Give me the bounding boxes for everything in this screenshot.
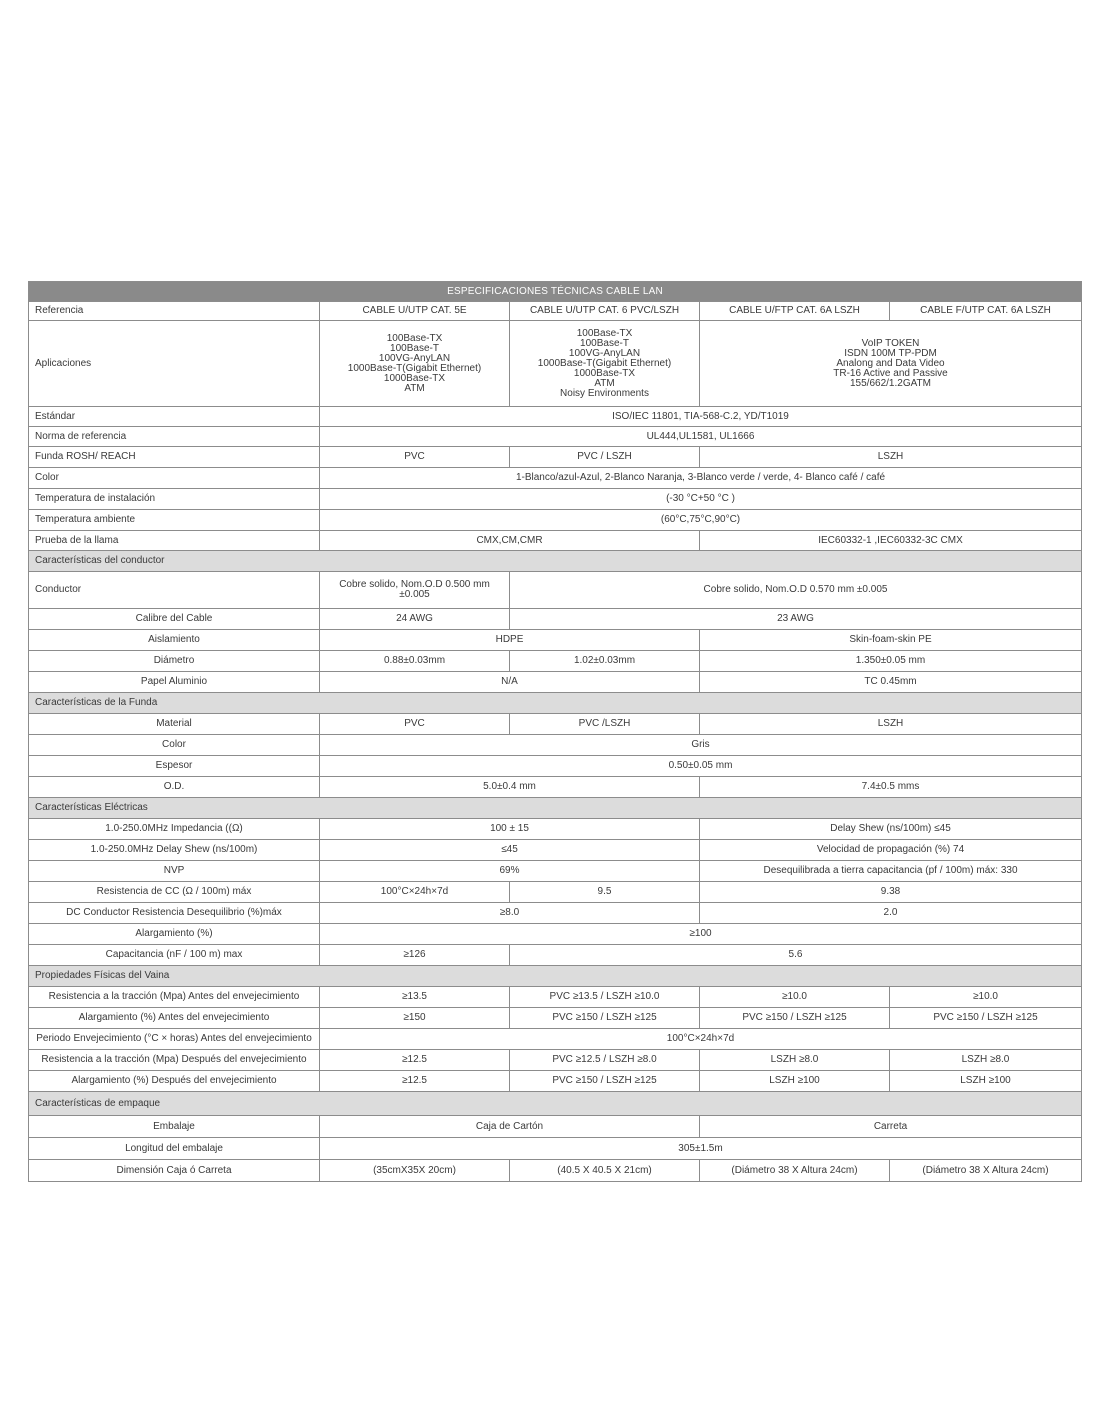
spec-cell: 9.38 xyxy=(700,882,1082,903)
row-label: Estándar xyxy=(29,407,320,427)
spec-cell: PVC ≥13.5 / LSZH ≥10.0 xyxy=(510,987,700,1008)
table-row xyxy=(29,1116,1082,1138)
table-row xyxy=(29,924,1082,945)
spec-sheet xyxy=(28,281,1081,1182)
spec-cell: IEC60332-1 ,IEC60332-3C CMX xyxy=(700,531,1082,551)
spec-cell: Cobre solido, Nom.O.D 0.500 mm ±0.005 xyxy=(320,572,510,609)
spec-cell: 0.88±0.03mm xyxy=(320,651,510,672)
spec-cell: CABLE F/UTP CAT. 6A LSZH xyxy=(890,302,1082,321)
row-label: Referencia xyxy=(29,302,320,321)
table-row xyxy=(29,572,1082,609)
spec-cell: 9.5 xyxy=(510,882,700,903)
table-row xyxy=(29,840,1082,861)
spec-cell: Delay Shew (ns/100m) ≤45 xyxy=(700,819,1082,840)
table-row xyxy=(29,1029,1082,1050)
section-header-row xyxy=(29,1092,1082,1116)
spec-cell: (-30 °C+50 °C ) xyxy=(320,489,1082,510)
spec-cell: 5.6 xyxy=(510,945,1082,966)
table-row xyxy=(29,987,1082,1008)
row-label: Conductor xyxy=(29,572,320,609)
row-label: Temperatura ambiente xyxy=(29,510,320,531)
table-row xyxy=(29,1160,1082,1182)
spec-cell: ISO/IEC 11801, TIA-568-C.2, YD/T1019 xyxy=(320,407,1082,427)
spec-cell: PVC /LSZH xyxy=(510,714,700,735)
spec-cell: Gris xyxy=(320,735,1082,756)
row-label: Norma de referencia xyxy=(29,427,320,447)
spec-cell: HDPE xyxy=(320,630,700,651)
spec-cell: ≥13.5 xyxy=(320,987,510,1008)
spec-cell: LSZH xyxy=(700,714,1082,735)
row-label: Papel Aluminio xyxy=(29,672,320,693)
row-label: Aplicaciones xyxy=(29,321,320,407)
spec-cell: LSZH ≥100 xyxy=(890,1071,1082,1092)
spec-cell: 100Base-TX 100Base-T 100VG-AnyLAN 1000Base-T(Gigabit Ethernet) 1000Base-TX ATM Noisy Environments xyxy=(510,321,700,407)
spec-cell: ≥100 xyxy=(320,924,1082,945)
table-row xyxy=(29,302,1082,321)
spec-cell: 305±1.5m xyxy=(320,1138,1082,1160)
table-row xyxy=(29,1071,1082,1092)
table-title: ESPECIFICACIONES TÉCNICAS CABLE LAN xyxy=(29,282,1082,302)
table-row xyxy=(29,447,1082,468)
spec-cell: ≥10.0 xyxy=(890,987,1082,1008)
spec-cell: (Diámetro 38 X Altura 24cm) xyxy=(890,1160,1082,1182)
spec-cell: 100Base-TX 100Base-T 100VG-AnyLAN 1000Base-T(Gigabit Ethernet) 1000Base-TX ATM xyxy=(320,321,510,407)
row-label: Alargamiento (%) xyxy=(29,924,320,945)
spec-cell: PVC ≥150 / LSZH ≥125 xyxy=(510,1008,700,1029)
row-label: Funda ROSH/ REACH xyxy=(29,447,320,468)
row-label: 1.0-250.0MHz Impedancia ((Ω) xyxy=(29,819,320,840)
section-title: Características Eléctricas xyxy=(29,798,1082,819)
spec-cell: 1.02±0.03mm xyxy=(510,651,700,672)
row-label: O.D. xyxy=(29,777,320,798)
spec-cell: ≤45 xyxy=(320,840,700,861)
row-label: DC Conductor Resistencia Desequilibrio (%)máx xyxy=(29,903,320,924)
table-row xyxy=(29,531,1082,551)
spec-cell: PVC xyxy=(320,447,510,468)
spec-cell: TC 0.45mm xyxy=(700,672,1082,693)
spec-cell: ≥12.5 xyxy=(320,1071,510,1092)
section-header-row xyxy=(29,966,1082,987)
table-row xyxy=(29,630,1082,651)
row-label: Alargamiento (%) Antes del envejecimiento xyxy=(29,1008,320,1029)
spec-cell: 69% xyxy=(320,861,700,882)
row-label: 1.0-250.0MHz Delay Shew (ns/100m) xyxy=(29,840,320,861)
table-row xyxy=(29,819,1082,840)
row-label: Resistencia a la tracción (Mpa) Antes del envejecimiento xyxy=(29,987,320,1008)
row-label: Capacitancia (nF / 100 m) max xyxy=(29,945,320,966)
spec-cell: PVC / LSZH xyxy=(510,447,700,468)
spec-cell: VoIP TOKEN ISDN 100M TP-PDM Analong and Data Video TR-16 Active and Passive 155/662/1.2GATM xyxy=(700,321,1082,407)
spec-cell: ≥12.5 xyxy=(320,1050,510,1071)
table-row xyxy=(29,756,1082,777)
row-label: Color xyxy=(29,735,320,756)
spec-cell: Caja de Cartón xyxy=(320,1116,700,1138)
row-label: Longitud del embalaje xyxy=(29,1138,320,1160)
spec-cell: UL444,UL1581, UL1666 xyxy=(320,427,1082,447)
spec-cell: Carreta xyxy=(700,1116,1082,1138)
table-row xyxy=(29,651,1082,672)
section-title: Características del conductor xyxy=(29,551,1082,572)
table-row xyxy=(29,489,1082,510)
spec-cell: 100 ± 15 xyxy=(320,819,700,840)
row-label: Resistencia a la tracción (Mpa) Después del envejecimiento xyxy=(29,1050,320,1071)
spec-cell: ≥150 xyxy=(320,1008,510,1029)
spec-cell: ≥126 xyxy=(320,945,510,966)
table-title-row xyxy=(29,282,1082,302)
table-row xyxy=(29,714,1082,735)
row-label: Prueba de la llama xyxy=(29,531,320,551)
table-row xyxy=(29,777,1082,798)
spec-cell: CABLE U/UTP CAT. 5E xyxy=(320,302,510,321)
table-row xyxy=(29,1050,1082,1071)
spec-cell: 5.0±0.4 mm xyxy=(320,777,700,798)
section-title: Características de empaque xyxy=(29,1092,1082,1116)
table-row xyxy=(29,735,1082,756)
spec-cell: PVC ≥150 / LSZH ≥125 xyxy=(510,1071,700,1092)
spec-cell: N/A xyxy=(320,672,700,693)
spec-cell: Desequilibrada a tierra capacitancia (pf / 100m) máx: 330 xyxy=(700,861,1082,882)
table-row xyxy=(29,861,1082,882)
section-header-row xyxy=(29,798,1082,819)
spec-cell: 1.350±0.05 mm xyxy=(700,651,1082,672)
spec-cell: 1-Blanco/azul-Azul, 2-Blanco Naranja, 3-Blanco verde / verde, 4- Blanco café / café xyxy=(320,468,1082,489)
row-label: Periodo Envejecimiento (°C × horas) Antes del envejecimiento xyxy=(29,1029,320,1050)
section-header-row xyxy=(29,693,1082,714)
table-row xyxy=(29,882,1082,903)
spec-cell: 0.50±0.05 mm xyxy=(320,756,1082,777)
spec-cell: (60°C,75°C,90°C) xyxy=(320,510,1082,531)
row-label: Alargamiento (%) Después del envejecimiento xyxy=(29,1071,320,1092)
row-label: NVP xyxy=(29,861,320,882)
spec-cell: 24 AWG xyxy=(320,609,510,630)
spec-cell: PVC ≥12.5 / LSZH ≥8.0 xyxy=(510,1050,700,1071)
table-row xyxy=(29,903,1082,924)
spec-cell: CABLE U/UTP CAT. 6 PVC/LSZH xyxy=(510,302,700,321)
spec-cell: 7.4±0.5 mms xyxy=(700,777,1082,798)
spec-cell: LSZH xyxy=(700,447,1082,468)
spec-cell: 100°C×24h×7d xyxy=(320,882,510,903)
table-row xyxy=(29,510,1082,531)
table-row xyxy=(29,407,1082,427)
row-label: Calibre del Cable xyxy=(29,609,320,630)
row-label: Diámetro xyxy=(29,651,320,672)
spec-cell: 2.0 xyxy=(700,903,1082,924)
spec-cell: 23 AWG xyxy=(510,609,1082,630)
spec-cell: CMX,CM,CMR xyxy=(320,531,700,551)
section-header-row xyxy=(29,551,1082,572)
spec-cell: ≥8.0 xyxy=(320,903,700,924)
table-row xyxy=(29,1138,1082,1160)
row-label: Color xyxy=(29,468,320,489)
row-label: Espesor xyxy=(29,756,320,777)
spec-cell: LSZH ≥100 xyxy=(700,1071,890,1092)
spec-cell: PVC xyxy=(320,714,510,735)
spec-cell: (Diámetro 38 X Altura 24cm) xyxy=(700,1160,890,1182)
row-label: Temperatura de instalación xyxy=(29,489,320,510)
row-label: Embalaje xyxy=(29,1116,320,1138)
spec-cell: (35cmX35X 20cm) xyxy=(320,1160,510,1182)
row-label: Material xyxy=(29,714,320,735)
section-title: Propiedades Físicas del Vaina xyxy=(29,966,1082,987)
spec-cell: PVC ≥150 / LSZH ≥125 xyxy=(700,1008,890,1029)
section-title: Características de la Funda xyxy=(29,693,1082,714)
table-row xyxy=(29,672,1082,693)
table-row xyxy=(29,427,1082,447)
spec-cell: (40.5 X 40.5 X 21cm) xyxy=(510,1160,700,1182)
table-row xyxy=(29,1008,1082,1029)
spec-cell: 100°C×24h×7d xyxy=(320,1029,1082,1050)
row-label: Dimensión Caja ó Carreta xyxy=(29,1160,320,1182)
spec-table xyxy=(28,281,1082,1182)
spec-cell: Velocidad de propagación (%) 74 xyxy=(700,840,1082,861)
table-row xyxy=(29,468,1082,489)
row-label: Aislamiento xyxy=(29,630,320,651)
spec-cell: LSZH ≥8.0 xyxy=(700,1050,890,1071)
table-row xyxy=(29,321,1082,407)
spec-cell: PVC ≥150 / LSZH ≥125 xyxy=(890,1008,1082,1029)
table-row xyxy=(29,609,1082,630)
spec-cell: ≥10.0 xyxy=(700,987,890,1008)
spec-cell: Skin-foam-skin PE xyxy=(700,630,1082,651)
spec-cell: CABLE U/FTP CAT. 6A LSZH xyxy=(700,302,890,321)
table-row xyxy=(29,945,1082,966)
spec-cell: LSZH ≥8.0 xyxy=(890,1050,1082,1071)
spec-cell: Cobre solido, Nom.O.D 0.570 mm ±0.005 xyxy=(510,572,1082,609)
row-label: Resistencia de CC (Ω / 100m) máx xyxy=(29,882,320,903)
